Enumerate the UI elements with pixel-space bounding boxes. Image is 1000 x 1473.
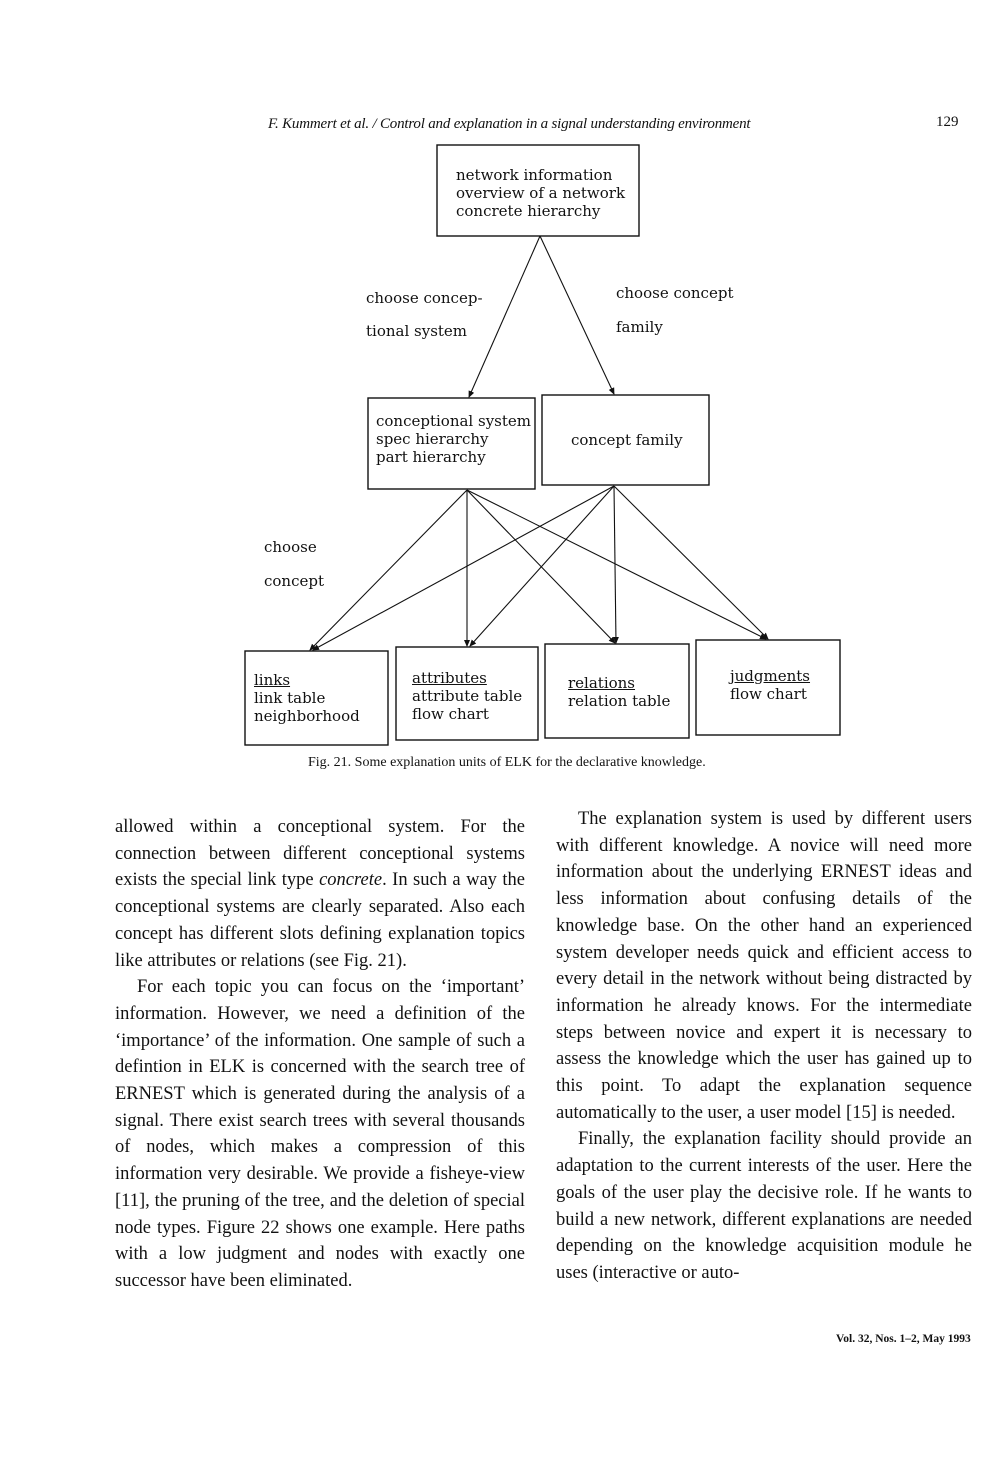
attributes-text: [412, 669, 522, 723]
edge-cf-judgments: [614, 486, 768, 639]
edge-cf-links: [313, 486, 614, 650]
box-line: flow chart: [412, 705, 489, 723]
left-column: [115, 814, 525, 1295]
concept-family-text: [571, 431, 683, 449]
edge-cs-links: [310, 490, 467, 650]
edge-label-side-1: choose: [264, 538, 317, 556]
edge-choose-concept-family: [540, 236, 614, 394]
paragraph: [115, 814, 525, 974]
edge-cf-attributes: [470, 486, 614, 646]
edge-label-left-1: choose concep-: [366, 289, 483, 307]
links-text: [254, 671, 360, 725]
journal-footer: Vol. 32, Nos. 1–2, May 1993: [836, 1333, 971, 1345]
conceptional-system-text: [376, 412, 531, 466]
edge-label-right-2: family: [616, 318, 663, 336]
page-number: 129: [936, 114, 959, 130]
edge-label-left-2: tional system: [366, 322, 468, 340]
paragraph: Finally, the explanation facility should provide an adaptation to the current interests of the user. Here the goals of the user play the decisive role. If he wants to build a new network, different explanations are needed depending on the knowledge acquisition module he uses (interactive or auto-: [556, 1129, 972, 1283]
edge-label-side-2: concept: [264, 572, 324, 590]
relations-text: [568, 674, 670, 710]
text-run: allowed within a conceptional system. For the connection between different conceptional systems exists the special link type: [115, 817, 525, 891]
box-line: concept family: [571, 431, 683, 449]
box-title: attributes: [412, 669, 487, 687]
box-title: judgments: [730, 667, 811, 685]
right-column: [556, 806, 972, 1287]
box-line: spec hierarchy: [376, 430, 489, 448]
box-line: neighborhood: [254, 707, 360, 725]
figure-caption: Fig. 21. Some explanation units of ELK for the declarative knowledge.: [308, 755, 706, 770]
box-line: relation table: [568, 692, 671, 710]
edge-cs-judgments: [467, 490, 766, 639]
box-title: relations: [568, 674, 636, 692]
running-title: F. Kummert et al. / Control and explanation in a signal understanding environment: [268, 116, 751, 132]
italic-term: concrete: [319, 870, 383, 891]
box-line: overview of a network: [456, 184, 626, 202]
box-title: links: [254, 671, 291, 689]
paragraph: The explanation system is used by different users with different knowledge. A novice will need more information about the underlying ERNEST ideas and less information about confusing details of the knowledge base. On the other hand an experienced system developer needs quick and efficient access to every detail in the network without being distracted by information he already knows. For the intermediate steps between novice and expert it is necessary to assess the knowledge which the user has gained up to this point. To adapt the explanation sequence automatically to the user, a user model [15] is needed.: [556, 809, 972, 1123]
box-line: link table: [254, 689, 326, 707]
box-line: attribute table: [412, 687, 523, 705]
box-line: flow chart: [730, 685, 807, 703]
box-line: concrete hierarchy: [456, 202, 601, 220]
text-run: . In such a way the conceptional systems are clearly separated. Also each concept has different slots defining explanation topics like attributes or relations (see Fig. 21).: [115, 870, 525, 971]
paragraph: For each topic you can focus on the ‘important’ information. However, we need a definition of the ‘importance’ of the information. One sample of such a defintion in ELK is concerned with the search tree of ERNEST which is generated during the analysis of a signal. There exist search trees with several thousands of nodes, which makes a compression of this information very desirable. We provide a fisheye-view [11], the pruning of the tree, and the deletion of special node types. Figure 22 shows one example. Here paths with a low judgment and nodes with exactly one successor have been eliminated.: [115, 977, 525, 1291]
box-line: network information: [456, 166, 613, 184]
judgments-text: [730, 667, 810, 703]
edge-choose-conceptional-system: [469, 236, 540, 397]
network-information-text: [456, 166, 625, 220]
edge-label-right-1: choose concept: [616, 284, 734, 302]
box-line: conceptional system: [376, 412, 531, 430]
box-line: part hierarchy: [376, 448, 486, 466]
